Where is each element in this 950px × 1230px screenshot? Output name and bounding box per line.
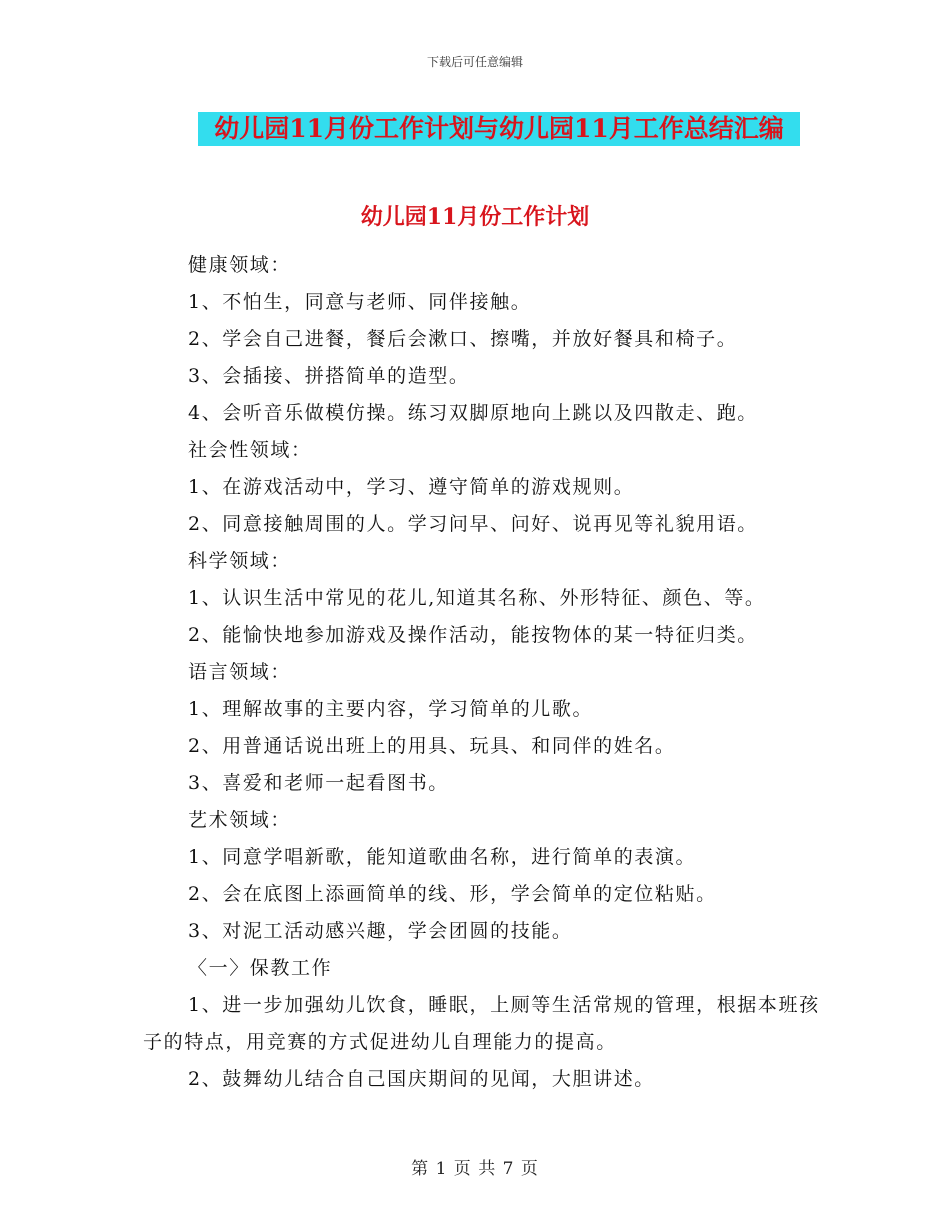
text-line: 社会性领域： — [188, 439, 312, 461]
text-line: 1、认识生活中常见的花儿,知道其名称、外形特征、颜色、等。 — [188, 587, 766, 609]
paragraph: 1、进一步加强幼儿饮食，睡眠，上厕等生活常规的管理，根据本班孩子的特点，用竞赛的方式促进幼儿自理能力的提高。 — [143, 994, 820, 1053]
text-line: 〈一〉保教工作 — [188, 957, 333, 979]
text-line: 科学领域： — [188, 550, 292, 572]
text-line: 艺术领域： — [188, 809, 292, 831]
section-title: 幼儿园11月份工作计划 — [360, 204, 590, 230]
text-line: 1、同意学唱新歌，能知道歌曲名称，进行简单的表演。 — [188, 846, 697, 868]
text-line: 1、理解故事的主要内容，学习简单的儿歌。 — [188, 698, 594, 720]
text-line: 1、在游戏活动中，学习、遵守简单的游戏规则。 — [188, 476, 635, 498]
text-line: 2、学会自己进餐，餐后会漱口、擦嘴，并放好餐具和椅子。 — [188, 328, 738, 350]
text-line: 2、用普通话说出班上的用具、玩具、和同伴的姓名。 — [188, 735, 676, 757]
text-line: 2、同意接触周围的人。学习问早、问好、说再见等礼貌用语。 — [188, 513, 758, 535]
text-line: 语言领域： — [188, 661, 292, 683]
text-line: 1、不怕生，同意与老师、同伴接触。 — [188, 291, 532, 313]
text-line: 3、对泥工活动感兴趣，学会团圆的技能。 — [188, 920, 573, 942]
text-line: 3、喜爱和老师一起看图书。 — [188, 772, 449, 794]
page-number: 第 1 页 共 7 页 — [411, 1159, 539, 1179]
page-header-note: 下载后可任意编辑 — [426, 55, 523, 69]
text-line: 2、会在底图上添画简单的线、形，学会简单的定位粘贴。 — [188, 883, 717, 905]
text-line: 4、会听音乐做模仿操。练习双脚原地向上跳以及四散走、跑。 — [188, 402, 758, 424]
paragraph: 2、鼓舞幼儿结合自己国庆期间的见闻，大胆讲述。 — [188, 1068, 655, 1090]
document-main-title: 幼儿园11月份工作计划与幼儿园11月工作总结汇编 — [198, 112, 800, 146]
text-line: 3、会插接、拼搭简单的造型。 — [188, 365, 470, 387]
text-line: 健康领域： — [188, 254, 292, 276]
text-line: 2、能愉快地参加游戏及操作活动，能按物体的某一特征归类。 — [188, 624, 758, 646]
document-body — [143, 247, 823, 1098]
